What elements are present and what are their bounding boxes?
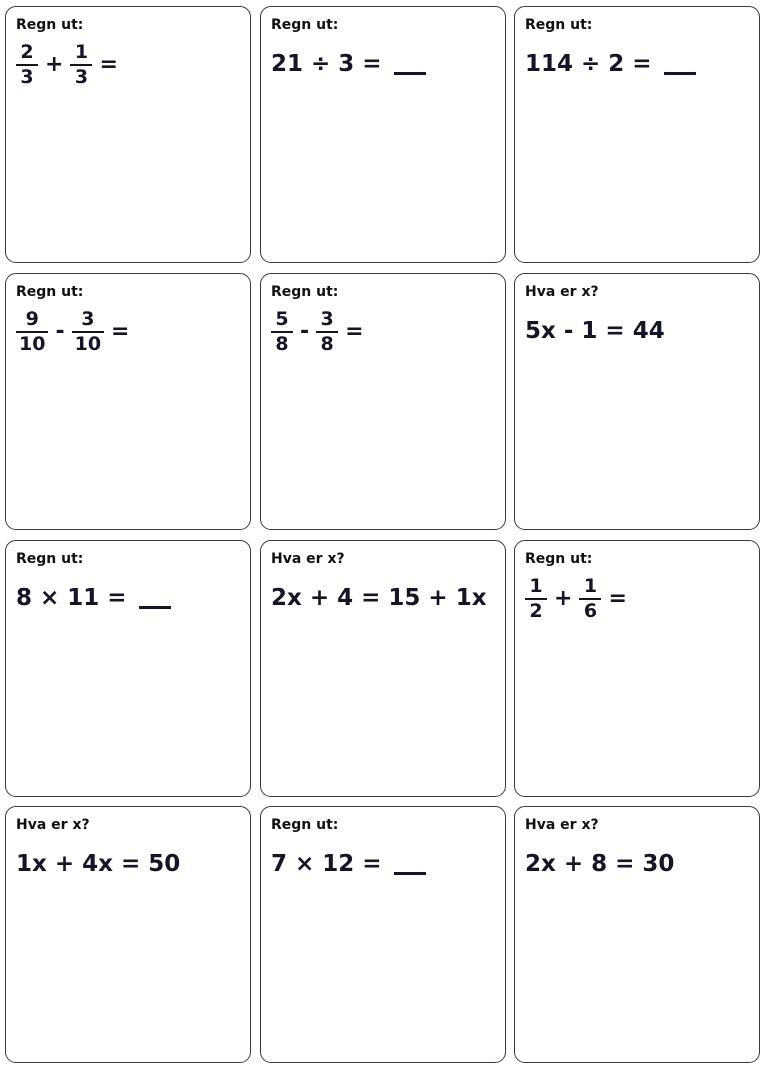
numerator: 1	[74, 41, 89, 63]
card-prompt: Regn ut:	[16, 551, 84, 567]
task-card-5	[260, 273, 506, 530]
answer-blank	[139, 588, 171, 609]
card-prompt: Regn ut:	[16, 284, 84, 300]
fraction-expression	[16, 43, 118, 88]
fraction	[70, 43, 92, 88]
fraction	[16, 43, 38, 88]
operator: -	[300, 319, 310, 345]
fraction	[525, 577, 547, 622]
card-prompt: Hva er x?	[16, 817, 90, 833]
math-expression	[525, 53, 696, 76]
card-prompt: Regn ut:	[525, 551, 593, 567]
math-expression: 1x + 4x = 50	[16, 851, 181, 877]
task-card-9	[514, 540, 760, 797]
answer-blank	[664, 54, 696, 75]
card-prompt: Regn ut:	[271, 17, 339, 33]
card-prompt: Hva er x?	[525, 817, 599, 833]
fraction	[316, 310, 338, 355]
fraction	[16, 310, 48, 355]
numerator: 3	[81, 308, 95, 330]
math-expression: 2x + 4 = 15 + 1x	[271, 585, 487, 611]
denominator: 10	[19, 332, 46, 355]
denominator: 2	[529, 599, 543, 622]
fraction	[72, 310, 104, 355]
operator: -	[55, 319, 65, 345]
task-card-1	[5, 6, 251, 263]
equals-sign: =	[345, 319, 364, 345]
fraction	[271, 310, 293, 355]
math-expression: 2x + 8 = 30	[525, 851, 675, 877]
denominator: 8	[275, 332, 289, 355]
numerator: 5	[275, 308, 289, 330]
task-card-2	[260, 6, 506, 263]
task-card-7	[5, 540, 251, 797]
numerator: 1	[583, 575, 598, 597]
expression-text: 7 × 12 =	[271, 851, 382, 877]
equals-sign: =	[608, 586, 627, 612]
numerator: 9	[25, 308, 39, 330]
task-card-10	[5, 806, 251, 1063]
card-prompt: Hva er x?	[525, 284, 599, 300]
equals-sign: =	[99, 52, 118, 78]
answer-blank	[394, 54, 426, 75]
task-card-6	[514, 273, 760, 530]
operator: +	[554, 586, 573, 612]
denominator: 8	[320, 332, 334, 355]
card-prompt: Regn ut:	[16, 17, 84, 33]
fraction-expression	[525, 577, 627, 622]
math-expression	[271, 53, 426, 76]
numerator: 1	[529, 575, 543, 597]
denominator: 6	[583, 599, 598, 622]
task-card-4	[5, 273, 251, 530]
task-card-8	[260, 540, 506, 797]
card-prompt: Regn ut:	[525, 17, 593, 33]
denominator: 3	[20, 65, 34, 88]
fraction-expression	[16, 310, 129, 355]
equals-sign: =	[111, 319, 130, 345]
card-prompt: Hva er x?	[271, 551, 345, 567]
card-prompt: Regn ut:	[271, 817, 339, 833]
operator: +	[45, 52, 64, 78]
denominator: 10	[74, 332, 102, 355]
math-expression	[271, 853, 426, 876]
fraction	[579, 577, 601, 622]
answer-blank	[394, 854, 426, 875]
numerator: 3	[320, 308, 334, 330]
math-expression: 5x - 1 = 44	[525, 318, 665, 344]
card-prompt: Regn ut:	[271, 284, 339, 300]
task-card-11	[260, 806, 506, 1063]
expression-text: 8 × 11 =	[16, 585, 127, 611]
expression-text: 21 ÷ 3 =	[271, 51, 382, 77]
numerator: 2	[20, 41, 34, 63]
denominator: 3	[74, 65, 89, 88]
task-card-12	[514, 806, 760, 1063]
math-expression	[16, 587, 171, 610]
expression-text: 114 ÷ 2 =	[525, 51, 652, 77]
fraction-expression	[271, 310, 364, 355]
task-card-3	[514, 6, 760, 263]
